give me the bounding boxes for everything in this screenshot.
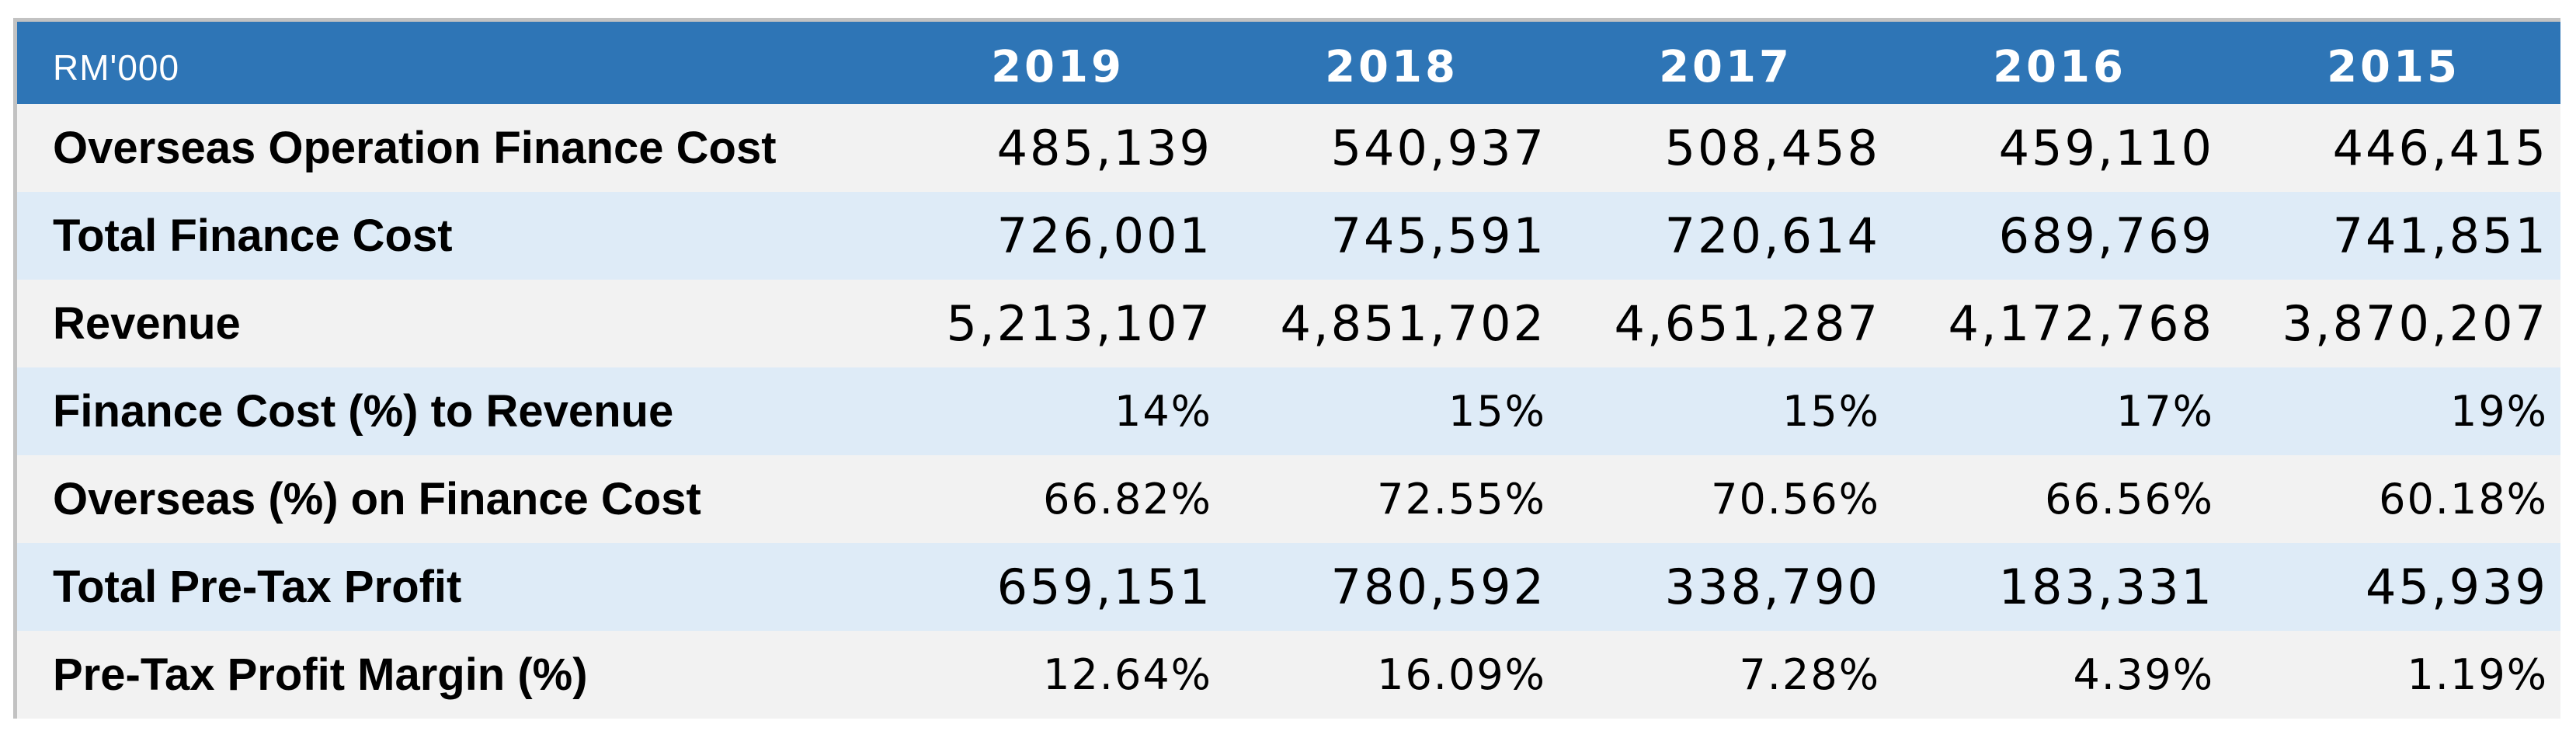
value-cell-2019: 5,213,107 (946, 295, 1212, 352)
value-cell-2016: 17% (2115, 387, 2214, 436)
value-cell-2018: 745,591 (1330, 207, 1546, 264)
value-cell-2016: 4,172,768 (1948, 295, 2214, 352)
row-label: Overseas Operation Finance Cost (53, 123, 777, 173)
table-row (17, 543, 2560, 631)
value-cell-2016: 689,769 (1998, 207, 2214, 264)
value-cell-2019: 726,001 (996, 207, 1212, 264)
row-label: Total Finance Cost (53, 211, 453, 261)
table-header (17, 22, 2560, 104)
table-row (17, 367, 2560, 455)
row-label: Finance Cost (%) to Revenue (53, 386, 674, 437)
value-cell-2017: 720,614 (1664, 207, 1880, 264)
table-row (17, 192, 2560, 280)
value-cell-2017: 338,790 (1664, 559, 1880, 615)
value-cell-2015: 19% (2449, 387, 2548, 436)
header-row (17, 22, 2560, 104)
year-header-2015: 2015 (2227, 22, 2560, 104)
value-cell-2017: 7.28% (1739, 650, 1880, 699)
table-row (17, 455, 2560, 543)
value-cell-2016: 66.56% (2045, 475, 2214, 524)
value-cell-2015: 446,415 (2332, 120, 2548, 176)
value-cell-2018: 4,851,702 (1280, 295, 1546, 352)
value-cell-2017: 70.56% (1711, 475, 1880, 524)
value-cell-2015: 1.19% (2407, 650, 2548, 699)
row-label: Revenue (53, 298, 241, 349)
row-label: Pre-Tax Profit Margin (%) (53, 649, 588, 700)
value-cell-2015: 741,851 (2332, 207, 2548, 264)
value-cell-2018: 540,937 (1330, 120, 1546, 176)
value-cell-2018: 780,592 (1330, 559, 1546, 615)
year-header-2018: 2018 (1225, 22, 1559, 104)
value-cell-2019: 12.64% (1043, 650, 1212, 699)
finance-table-container (13, 18, 2560, 719)
value-cell-2017: 15% (1782, 387, 1880, 436)
table-row (17, 280, 2560, 367)
value-cell-2015: 60.18% (2379, 475, 2548, 524)
value-cell-2019: 659,151 (996, 559, 1212, 615)
value-cell-2019: 66.82% (1043, 475, 1212, 524)
year-header-2017: 2017 (1559, 22, 1893, 104)
value-cell-2018: 16.09% (1377, 650, 1546, 699)
finance-table (17, 22, 2560, 719)
value-cell-2016: 4.39% (2073, 650, 2214, 699)
value-cell-2015: 3,870,207 (2282, 295, 2548, 352)
value-cell-2019: 14% (1114, 387, 1212, 436)
value-cell-2017: 4,651,287 (1614, 295, 1880, 352)
value-cell-2019: 485,139 (996, 120, 1212, 176)
table-row (17, 631, 2560, 719)
unit-label-header: RM'000 (17, 22, 891, 104)
value-cell-2016: 183,331 (1998, 559, 2214, 615)
value-cell-2016: 459,110 (1998, 120, 2214, 176)
table-row (17, 104, 2560, 192)
value-cell-2015: 45,939 (2366, 559, 2548, 615)
value-cell-2018: 72.55% (1377, 475, 1546, 524)
value-cell-2018: 15% (1448, 387, 1546, 436)
table-body (17, 104, 2560, 719)
year-header-2016: 2016 (1893, 22, 2227, 104)
value-cell-2017: 508,458 (1664, 120, 1880, 176)
year-header-2019: 2019 (891, 22, 1225, 104)
row-label: Overseas (%) on Finance Cost (53, 474, 701, 524)
row-label: Total Pre-Tax Profit (53, 562, 462, 612)
